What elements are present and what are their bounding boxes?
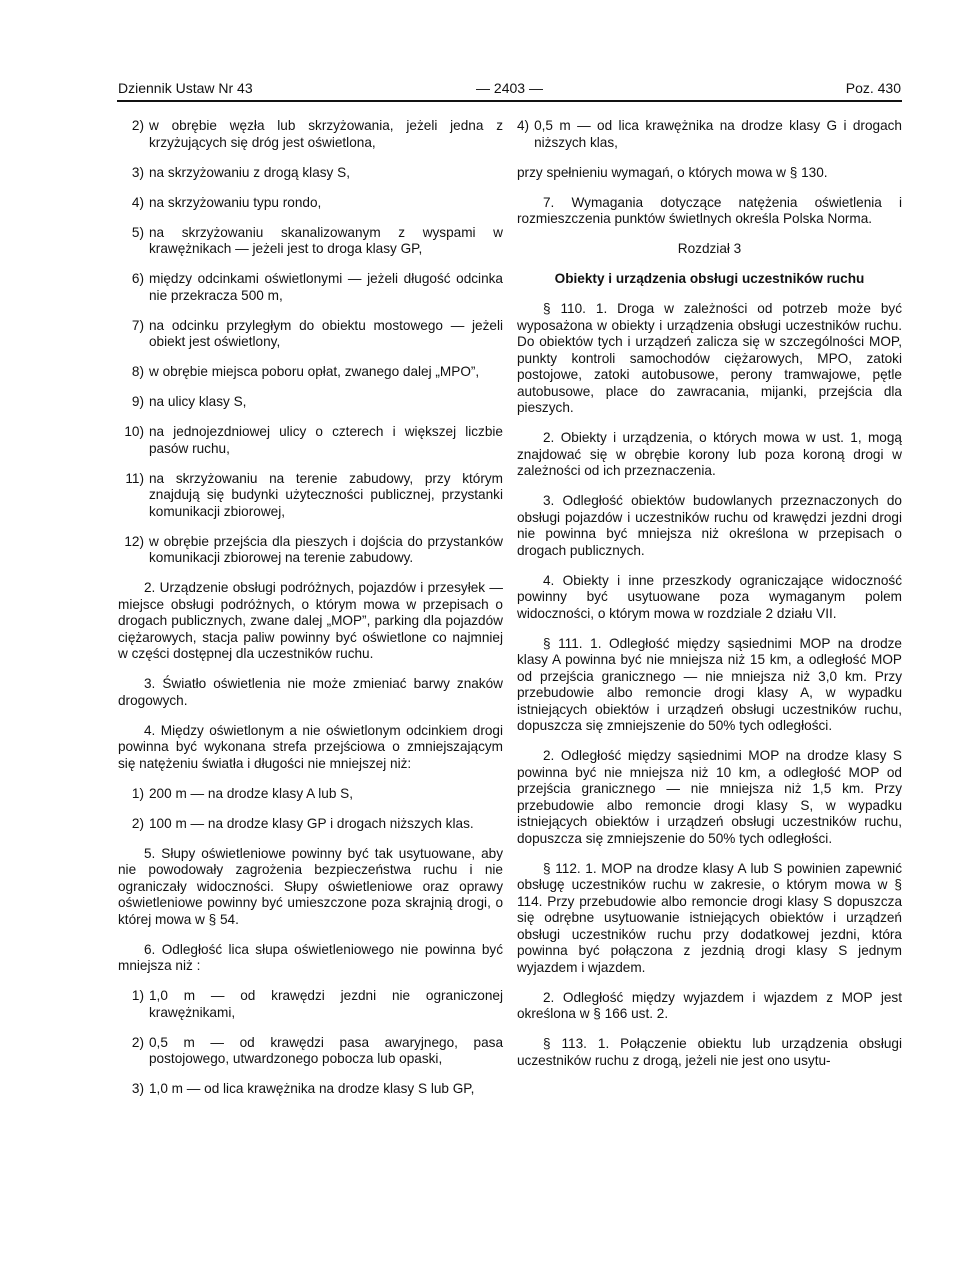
item-text: między odcinkami oświetlonymi — jeżeli długość odcinka nie przekracza 500 m, <box>149 271 503 303</box>
journal-title: Dziennik Ustaw Nr 43 <box>118 80 253 96</box>
list-item <box>517 118 902 151</box>
paragraph: 4. Obiekty i inne przeszkody ograniczające widoczność powinny być usytuowane poza wymaganym polem widoczności, o którym mowa w rozdziale 2 działu VII. <box>517 572 902 621</box>
chapter-heading: Rozdział 3 <box>677 241 742 256</box>
list-item <box>118 786 503 803</box>
item-text: na jednojezdniowej ulicy o czterech i większej liczbie pasów ruchu, <box>149 424 503 456</box>
item-number: 3) <box>131 164 144 180</box>
item-number: 4) <box>131 194 144 210</box>
page-number: — 2403 — <box>476 80 543 96</box>
item-number: 7) <box>131 317 144 333</box>
list-item <box>118 816 503 833</box>
item-text: na skrzyżowaniu skanalizowanym z wyspami w krawężnikach — jeżeli jest to droga klasy GP, <box>149 224 503 256</box>
page-header <box>118 80 901 102</box>
paragraph: 2. Odległość między wyjazdem i wjazdem z MOP jest określona w § 166 ust. 2. <box>517 989 902 1021</box>
paragraph: przy spełnieniu wymagań, o których mowa w § 130. <box>517 164 828 180</box>
item-text: 0,5 m — od krawędzi pasa awaryjnego, pasa postojowego, utwardzonego pobocza lub opaski, <box>149 1034 503 1066</box>
item-number: 11) <box>125 470 144 486</box>
right-column <box>517 118 902 1083</box>
item-number: 2) <box>131 118 144 133</box>
list-item <box>118 195 503 212</box>
paragraph: 6. Odległość lica słupa oświetleniowego nie powinna być mniejsza niż : <box>118 941 503 973</box>
item-number: 8) <box>131 364 144 379</box>
item-number: 1) <box>131 785 144 801</box>
item-text: na odcinku przyległym do obiektu mostowego — jeżeli obiekt jest oświetlony, <box>149 317 503 349</box>
paragraph: 3. Światło oświetlenia nie może zmieniać barwy znaków drogowych. <box>118 676 503 708</box>
list-item <box>118 318 503 351</box>
list-item <box>118 394 503 411</box>
item-text: na skrzyżowaniu z drogą klasy S, <box>149 164 350 180</box>
list-item <box>118 165 503 182</box>
item-text: w obrębie węzła lub skrzyżowania, jeżeli jedna z krzyżujących się dróg jest oświetlona, <box>149 118 503 150</box>
list-item <box>118 225 503 258</box>
paragraph: 4. Między oświetlonym a nie oświetlonym odcinkiem drogi powinna być wykonana strefa przejściowa o zmniejszającym się natężeniu światła i długości nie mniejszej niż: <box>118 722 503 771</box>
item-text: na skrzyżowaniu na terenie zabudowy, przy którym znajdują się budynki użyteczności publicznej, przystanki komunikacji zbiorowej, <box>149 470 503 519</box>
paragraph: § 110. 1. Droga w zależności od potrzeb może być wyposażona w obiekty i urządzenia obsługi uczestników ruchu. Do obiektów tych i urządzeń zalicza się w szczególności MOP, punkty kontroli samochodów ciężarowych, MPO, zatoki postojowe, zatoki autobusowe, perony tramwajowe, pętle autobusowe, place do zawracania, mijanki, przejścia dla pieszych. <box>517 301 902 415</box>
item-number: 9) <box>131 394 144 409</box>
position-number: Poz. 430 <box>845 80 901 96</box>
paragraph: 2. Urządzenie obsługi podróżnych, pojazdów i przesyłek — miejsce obsługi podróżnych, o którym mowa w przepisach o drogach publicznych, zwane dalej „MOP”, parking dla pojazdów ciężarowych, stacja paliw powinny być oświetlone co najmniej w części dostępnej dla uczestników ruchu. <box>118 580 503 661</box>
item-number: 2) <box>131 1034 144 1050</box>
paragraph: § 112. 1. MOP na drodze klasy A lub S powinien zapewnić obsługę uczestników ruchu w zakresie, o którym mowa w § 114. Przy przebudowie albo remoncie drogi klasy S dopuszcza się odrębne usytuowanie istniejących obiektów i urządzeń obsługi uczestników ruchu przy dodatkowej jezdni, która powinna być połączona z jezdnią drogi klasy S jednym wyjazdem i wjazdem. <box>517 860 902 975</box>
item-text: 100 m — na drodze klasy GP i drogach niższych klas. <box>149 815 474 831</box>
item-number: 1) <box>131 988 144 1003</box>
item-text: na ulicy klasy S, <box>149 394 247 409</box>
item-number: 10) <box>124 424 144 439</box>
list-item <box>118 1081 503 1098</box>
paragraph: § 113. 1. Połączenie obiektu lub urządzenia obsługi uczestników ruchu z drogą, jeżeli nie jest ono usytu- <box>517 1036 902 1068</box>
paragraph: § 111. 1. Odległość między sąsiednimi MOP na drodze klasy A powinna być nie mniejsza niż 15 km, a odległość MOP od przejścia granicznego — nie mniejsza niż 3,0 km. Przy przebudowie albo remoncie drogi klasy A, w wypadku istniejących obiektów i urządzeń obsługi uczestników ruchu, dopuszcza się zmniejszenie do 50% tych odległości. <box>517 635 902 733</box>
list-item <box>118 271 503 304</box>
item-text: w obrębie przejścia dla pieszych i dojścia do przystanków komunikacji zbiorowej na terenie zabudowy. <box>149 533 503 565</box>
item-number: 6) <box>131 271 144 286</box>
paragraph: 5. Słupy oświetleniowe powinny być tak usytuowane, aby nie powodowały zagrożenia bezpieczeństwa ruchu i nie ograniczały widoczności. Słupy oświetleniowe oraz oprawy oświetleniowe powinny być umieszczone poza skrajnią drogi, o której mowa w § 54. <box>118 845 503 927</box>
item-text: 1,0 m — od lica krawężnika na drodze klasy S lub GP, <box>149 1081 475 1096</box>
item-text: 0,5 m — od lica krawężnika na drodze klasy G i drogach niższych klas, <box>534 118 902 150</box>
item-text: 200 m — na drodze klasy A lub S, <box>149 785 354 801</box>
paragraph: 2. Odległość między sąsiednimi MOP na drodze klasy S powinna być nie mniejsza niż 10 km, a odległość MOP od przejścia granicznego — nie mniejsza niż 1,5 km. Przy przebudowie albo remoncie drogi klasy S, w wypadku istniejących obiektów i urządzeń obsługi uczestników ruchu, dopuszcza się zmniejszenie do 50% tych odległości. <box>517 748 902 846</box>
list-item <box>118 534 503 567</box>
item-number: 5) <box>131 224 144 240</box>
list-item <box>118 424 503 457</box>
list-item <box>118 118 503 151</box>
header-rule <box>117 100 902 102</box>
item-number: 12) <box>124 533 144 549</box>
item-text: 1,0 m — od krawędzi jezdni nie ograniczonej krawężnikami, <box>149 988 503 1020</box>
chapter-title: Obiekty i urządzenia obsługi uczestników ruchu <box>554 271 865 286</box>
item-number: 3) <box>131 1081 144 1096</box>
paragraph: 3. Odległość obiektów budowlanych przeznaczonych do obsługi pojazdów i uczestników ruchu od krawędzi jezdni drogi nie powinna być mniejsza niż określona w przepisach o drogach publicznych. <box>517 493 902 558</box>
list-item <box>118 988 503 1021</box>
list-item <box>118 1035 503 1068</box>
paragraph: 7. Wymagania dotyczące natężenia oświetlenia i rozmieszczenia punktów świetlnych określa Polska Norma. <box>517 194 902 226</box>
paragraph: 2. Obiekty i urządzenia, o których mowa w ust. 1, mogą znajdować się w obrębie korony lub poza koroną drogi w zależności od ich przeznaczenia. <box>517 430 902 478</box>
list-item <box>118 471 503 521</box>
list-item <box>118 364 503 381</box>
item-number: 2) <box>131 815 144 831</box>
item-number: 4) <box>517 118 530 133</box>
left-column <box>118 118 503 1111</box>
item-text: na skrzyżowaniu typu rondo, <box>149 194 322 210</box>
item-text: w obrębie miejsca poboru opłat, zwanego dalej „MPO”, <box>149 364 480 379</box>
